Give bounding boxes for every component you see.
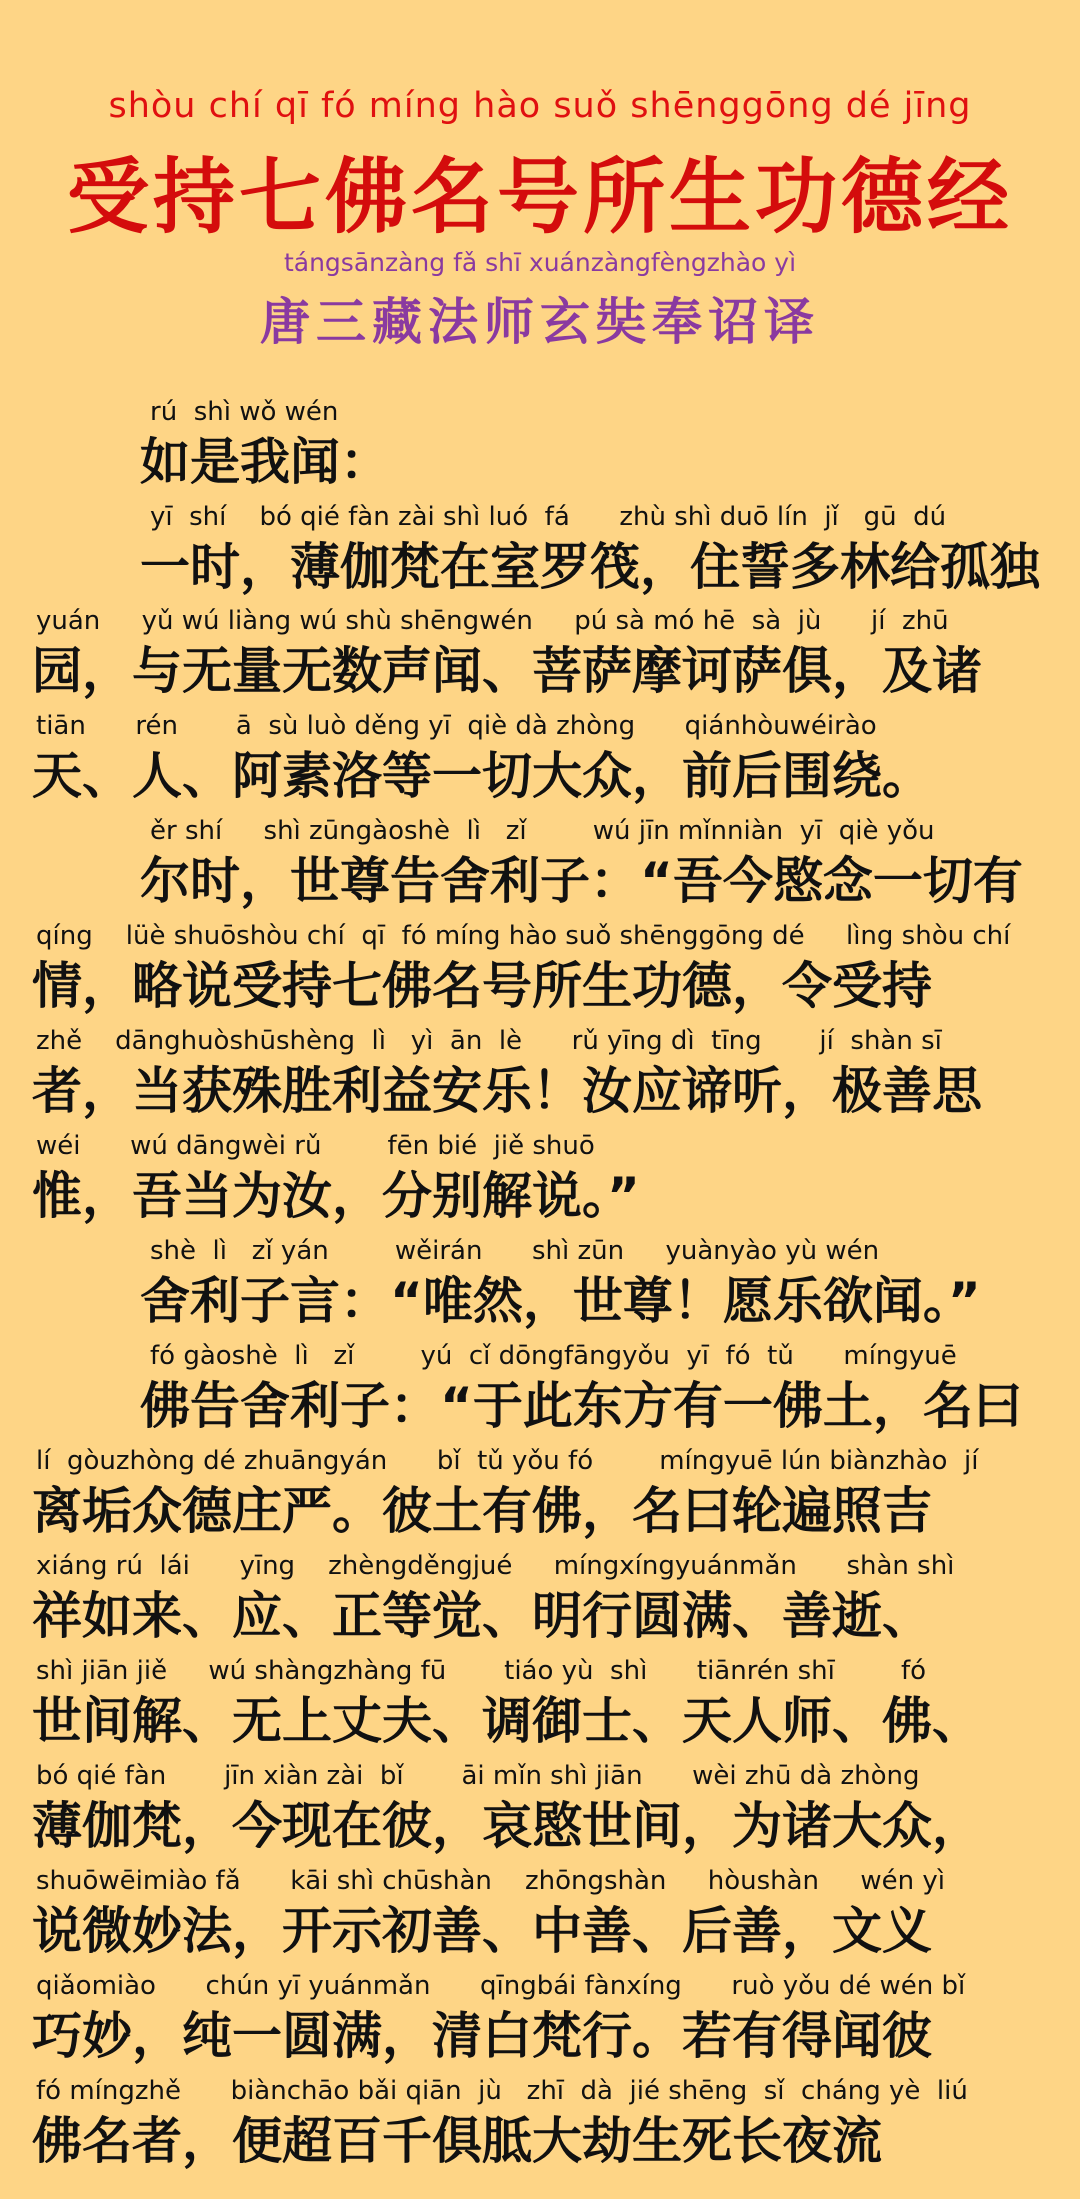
text-line: [0, 1550, 1080, 1650]
line-text: 巧妙，纯一圆满，清白梵行。若有得闻彼: [32, 2007, 932, 2065]
line-text: 如是我闻：: [140, 433, 390, 491]
line-pinyin: tiān rén ā sù luò děng yī qiè dà zhòng qiánhòuwéirào: [36, 711, 877, 741]
subtitle: 唐三藏法师玄奘奉诏译: [260, 292, 820, 351]
line-text: 佛名者，便超百千俱胝大劫生死长夜流: [32, 2112, 882, 2170]
line-pinyin: zhě dānghuòshūshèng lì yì ān lè rǔ yīng dì tīng jí shàn sī: [36, 1026, 942, 1056]
line-text: 园，与无量无数声闻、菩萨摩诃萨俱，及诸: [32, 642, 982, 700]
line-pinyin: wéi wú dāngwèi rǔ fēn bié jiě shuō: [36, 1131, 595, 1161]
line-text: 世间解、无上丈夫、调御士、天人师、佛、: [32, 1692, 982, 1750]
line-text: 惟，吾当为汝，分别解说。”: [32, 1167, 640, 1225]
title-pinyin: shòu chí qī fó míng hào suǒ shēnggōng dé jīng: [108, 86, 972, 126]
line-pinyin: fó míngzhě biànchāo bǎi qiān jù zhī dà jié shēng sǐ cháng yè liú: [36, 2076, 968, 2106]
text-line: [0, 1970, 1080, 2070]
text-line: [0, 396, 1080, 496]
text-line: [0, 1235, 1080, 1335]
line-pinyin: ěr shí shì zūngàoshè lì zǐ wú jīn mǐnniàn yī qiè yǒu: [150, 816, 935, 846]
text-line: [0, 1760, 1080, 1860]
text-line: [0, 1340, 1080, 1440]
line-text: 佛告舍利子：“于此东方有一佛土，名曰: [140, 1377, 1023, 1435]
text-line: [0, 605, 1080, 705]
line-pinyin: fó gàoshè lì zǐ yú cǐ dōngfāngyǒu yī fó tǔ míngyuē: [150, 1341, 957, 1371]
text-line: [0, 1445, 1080, 1545]
subtitle-pinyin: tángsānzàng fǎ shī xuánzàngfèngzhào yì: [283, 248, 797, 277]
line-text: 尔时，世尊告舍利子：“吾今愍念一切有: [140, 852, 1023, 910]
line-pinyin: rú shì wǒ wén: [150, 397, 339, 427]
line-text: 舍利子言：“唯然，世尊！愿乐欲闻。”: [140, 1272, 981, 1330]
line-pinyin: shuōwēimiào fǎ kāi shì chūshàn zhōngshàn hòushàn wén yì: [36, 1866, 945, 1896]
line-text: 说微妙法，开示初善、中善、后善，文义: [32, 1902, 932, 1960]
text-line: [0, 2075, 1080, 2175]
line-pinyin: qiǎomiào chún yī yuánmǎn qīngbái fànxíng ruò yǒu dé wén bǐ: [36, 1971, 966, 2001]
text-line: [0, 815, 1080, 915]
line-pinyin: shì jiān jiě wú shàngzhàng fū tiáo yù shì tiānrén shī fó: [36, 1656, 927, 1686]
text-line: [0, 1865, 1080, 1965]
line-text: 天、人、阿素洛等一切大众，前后围绕。: [32, 747, 932, 805]
text-line: [0, 1130, 1080, 1230]
line-pinyin: xiáng rú lái yīng zhèngděngjué míngxíngyuánmǎn shàn shì: [36, 1551, 955, 1581]
line-pinyin: bó qié fàn jīn xiàn zài bǐ āi mǐn shì jiān wèi zhū dà zhòng: [36, 1761, 920, 1791]
line-text: 情，略说受持七佛名号所生功德，令受持: [32, 957, 932, 1015]
text-line: [0, 501, 1080, 601]
text-line: [0, 710, 1080, 810]
line-text: 祥如来、应、正等觉、明行圆满、善逝、: [32, 1587, 932, 1645]
line-text: 薄伽梵，今现在彼，哀愍世间，为诸大众，: [32, 1797, 982, 1855]
line-text: 者，当获殊胜利益安乐！汝应谛听，极善思: [32, 1062, 982, 1120]
text-line: [0, 1025, 1080, 1125]
text-line: [0, 1655, 1080, 1755]
line-pinyin: yī shí bó qié fàn zài shì luó fá zhù shì duō lín jǐ gū dú: [150, 502, 947, 532]
line-text: 一时，薄伽梵在室罗筏，住誓多林给孤独: [140, 538, 1040, 596]
line-text: 离垢众德庄严。彼土有佛，名曰轮遍照吉: [32, 1482, 932, 1540]
line-pinyin: lí gòuzhòng dé zhuāngyán bǐ tǔ yǒu fó míngyuē lún biànzhào jí: [36, 1446, 979, 1476]
line-pinyin: qíng lüè shuōshòu chí qī fó míng hào suǒ shēnggōng dé lìng shòu chí: [36, 921, 1011, 951]
page-title: 受持七佛名号所生功德经: [66, 149, 1013, 245]
line-pinyin: shè lì zǐ yán wěirán shì zūn yuànyào yù wén: [150, 1236, 880, 1266]
text-line: [0, 920, 1080, 1020]
line-pinyin: yuán yǔ wú liàng wú shù shēngwén pú sà mó hē sà jù jí zhū: [36, 606, 949, 636]
